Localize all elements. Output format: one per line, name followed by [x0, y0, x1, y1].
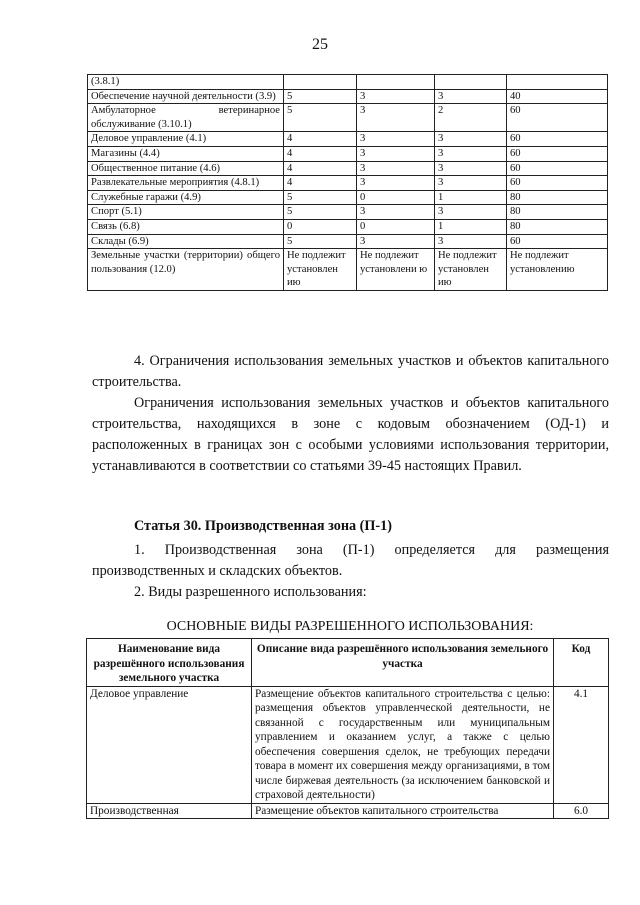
- code-cell: 6.0: [554, 803, 609, 819]
- zone-parameters-table: [87, 74, 608, 291]
- value-cell: 0: [357, 190, 435, 205]
- value-cell: 4: [284, 146, 357, 161]
- table-row: [88, 205, 608, 220]
- value-cell: 3: [357, 146, 435, 161]
- value-cell: 3: [435, 205, 507, 220]
- value-cell: 5: [284, 89, 357, 104]
- value-cell: 3: [435, 234, 507, 249]
- value-cell: 3: [435, 89, 507, 104]
- table-row: [88, 219, 608, 234]
- value-cell: 5: [284, 104, 357, 132]
- table-row: [88, 132, 608, 147]
- desc-cell: Размещение объектов капитального строительства с целью: размещения объектов управленческой деятельности, не связанной с государственным или муниципальным управлением и оказанием услуг, а также с целью обеспечения совершения сделок, не требующих передачи товара в момент их совершения между организациями, в том числе биржевая деятельность (за исключением банковской и страховой деятельности): [252, 686, 554, 803]
- restrictions-heading-paragraph: 4. Ограничения использования земельных участков и объектов капитального строительства.: [92, 353, 609, 390]
- value-cell: 60: [507, 234, 608, 249]
- use-type-cell: Магазины (4.4): [88, 146, 284, 161]
- use-type-cell: Развлекательные мероприятия (4.8.1): [88, 176, 284, 191]
- zone-definition-paragraph: 1. Производственная зона (П-1) определяется для размещения производственных и складских объектов.: [92, 542, 609, 579]
- table-row: [88, 176, 608, 191]
- value-cell: 4: [284, 176, 357, 191]
- table-row: [88, 75, 608, 90]
- use-type-cell: Общественное питание (4.6): [88, 161, 284, 176]
- value-cell: 0: [357, 219, 435, 234]
- value-cell: 60: [507, 146, 608, 161]
- value-cell: 3: [357, 176, 435, 191]
- value-cell: Не подлежит установлени ю: [357, 249, 435, 291]
- page-number: 25: [312, 36, 328, 53]
- use-type-cell: Связь (6.8): [88, 219, 284, 234]
- code-cell: 4.1: [554, 686, 609, 803]
- value-cell: 0: [284, 219, 357, 234]
- permitted-uses-paragraph: 2. Виды разрешенного использования:: [134, 584, 367, 600]
- value-cell: 3: [357, 234, 435, 249]
- value-cell: [507, 75, 608, 90]
- table-row: [88, 190, 608, 205]
- value-cell: 80: [507, 190, 608, 205]
- value-cell: 3: [435, 146, 507, 161]
- value-cell: [435, 75, 507, 90]
- use-type-cell: Деловое управление (4.1): [88, 132, 284, 147]
- use-type-cell: (3.8.1): [88, 75, 284, 90]
- value-cell: 60: [507, 161, 608, 176]
- value-cell: 60: [507, 176, 608, 191]
- value-cell: 5: [284, 205, 357, 220]
- table-row: [87, 686, 609, 803]
- use-type-cell: Склады (6.9): [88, 234, 284, 249]
- value-cell: 60: [507, 104, 608, 132]
- permitted-uses-table: [86, 638, 609, 819]
- value-cell: 80: [507, 219, 608, 234]
- table-row: [88, 234, 608, 249]
- use-type-cell: Земельные участки (территории) общего пользования (12.0): [88, 249, 284, 291]
- value-cell: 3: [357, 132, 435, 147]
- value-cell: 3: [435, 161, 507, 176]
- value-cell: 4: [284, 161, 357, 176]
- value-cell: 5: [284, 234, 357, 249]
- table-row: [88, 146, 608, 161]
- value-cell: Не подлежит установлению: [507, 249, 608, 291]
- value-cell: [357, 75, 435, 90]
- value-cell: 3: [357, 89, 435, 104]
- header-code: Код: [554, 639, 609, 687]
- use-type-cell: Спорт (5.1): [88, 205, 284, 220]
- value-cell: 40: [507, 89, 608, 104]
- desc-cell: Размещение объектов капитального строительства: [252, 803, 554, 819]
- value-cell: 3: [435, 132, 507, 147]
- use-type-cell: Амбулаторное ветеринарное обслуживание (3.10.1): [88, 104, 284, 132]
- value-cell: 3: [357, 205, 435, 220]
- value-cell: 60: [507, 132, 608, 147]
- table-row: [88, 161, 608, 176]
- value-cell: 3: [357, 161, 435, 176]
- table-row: [88, 249, 608, 291]
- name-cell: Производственная: [87, 803, 252, 819]
- value-cell: 80: [507, 205, 608, 220]
- value-cell: 2: [435, 104, 507, 132]
- value-cell: 3: [435, 176, 507, 191]
- value-cell: 1: [435, 219, 507, 234]
- header-name: Наименование вида разрешённого использования земельного участка: [87, 639, 252, 687]
- use-type-cell: Обеспечение научной деятельности (3.9): [88, 89, 284, 104]
- table-row: [88, 89, 608, 104]
- header-description: Описание вида разрешённого использования земельного участка: [252, 639, 554, 687]
- name-cell: Деловое управление: [87, 686, 252, 803]
- value-cell: 5: [284, 190, 357, 205]
- value-cell: 4: [284, 132, 357, 147]
- table-row: [88, 104, 608, 132]
- value-cell: Не подлежит установлен ию: [284, 249, 357, 291]
- main-uses-caption: ОСНОВНЫЕ ВИДЫ РАЗРЕШЕННОГО ИСПОЛЬЗОВАНИЯ:: [166, 619, 534, 634]
- value-cell: 1: [435, 190, 507, 205]
- value-cell: Не подлежит установлен ию: [435, 249, 507, 291]
- value-cell: [284, 75, 357, 90]
- table-header-row: [87, 639, 609, 687]
- restrictions-paragraph: Ограничения использования земельных участков и объектов капитального строительства, находящихся в зоне с кодовым обозначением (ОД-1) и расположенных в границах зон с особыми условиями использования территории, устанавливаются в соответствии со статьями 39-45 настоящих Правил.: [92, 395, 609, 474]
- table-row: [87, 803, 609, 819]
- use-type-cell: Служебные гаражи (4.9): [88, 190, 284, 205]
- article-30-heading: Статья 30. Производственная зона (П-1): [134, 518, 392, 534]
- value-cell: 3: [357, 104, 435, 132]
